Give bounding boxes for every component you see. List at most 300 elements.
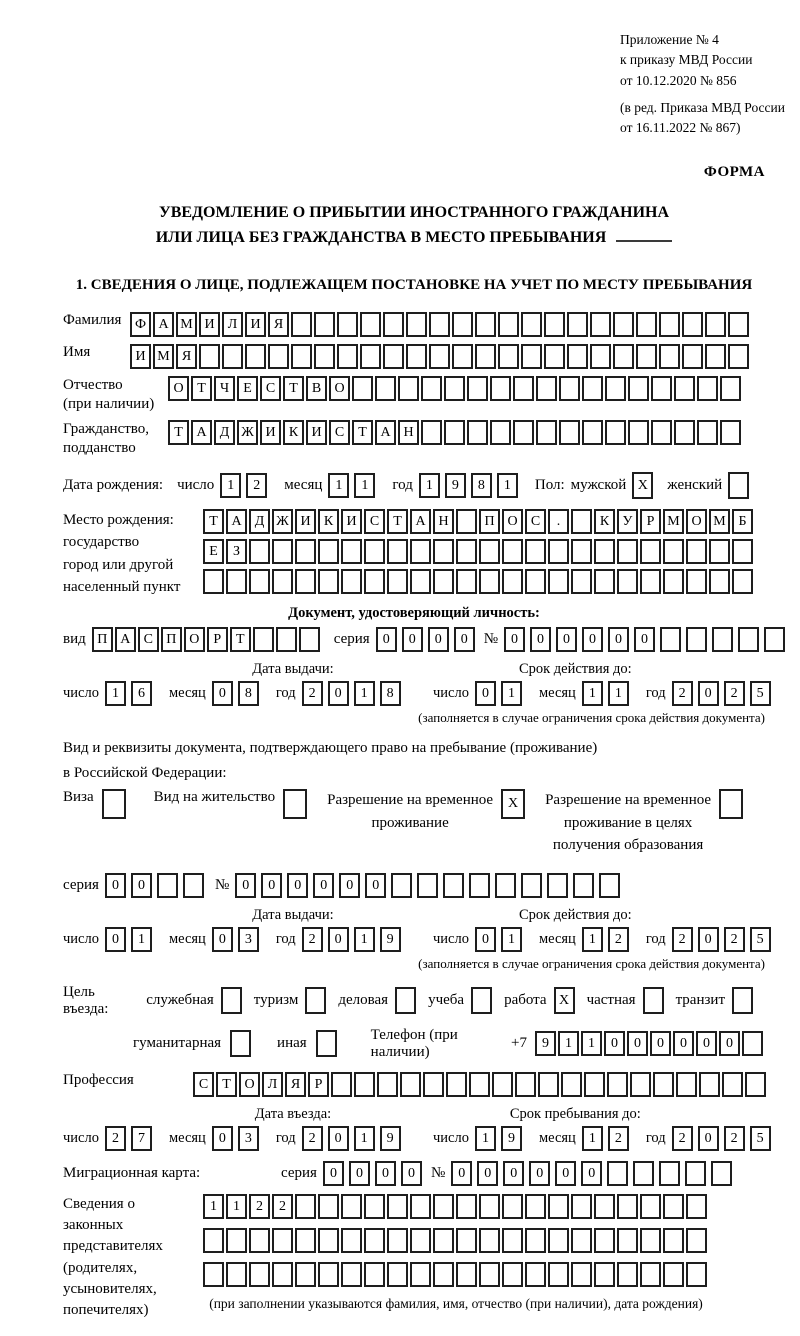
char-cell[interactable]	[663, 539, 684, 564]
char-cell[interactable]	[653, 1072, 674, 1097]
char-cell[interactable]	[651, 420, 672, 445]
char-cell[interactable]: 5	[750, 1126, 771, 1151]
char-cell[interactable]: 2	[246, 473, 267, 498]
char-cell[interactable]	[203, 1262, 224, 1287]
char-cell[interactable]	[738, 627, 759, 652]
char-cell[interactable]	[697, 376, 718, 401]
char-cell[interactable]: 2	[672, 681, 693, 706]
char-cell[interactable]: Д	[249, 509, 270, 534]
char-cell[interactable]: 0	[287, 873, 308, 898]
char-cell[interactable]: 2	[272, 1194, 293, 1219]
char-cell[interactable]	[548, 539, 569, 564]
char-cell[interactable]	[659, 344, 680, 369]
char-cell[interactable]	[525, 1228, 546, 1253]
char-cell[interactable]: Е	[203, 539, 224, 564]
char-cell[interactable]	[513, 376, 534, 401]
char-cell[interactable]	[475, 312, 496, 337]
char-cell[interactable]	[660, 627, 681, 652]
char-cell[interactable]	[479, 539, 500, 564]
char-cell[interactable]	[548, 1228, 569, 1253]
char-cell[interactable]: О	[168, 376, 189, 401]
char-cell[interactable]	[490, 420, 511, 445]
char-cell[interactable]: П	[92, 627, 113, 652]
char-cell[interactable]: О	[239, 1072, 260, 1097]
char-cell[interactable]	[536, 376, 557, 401]
char-cell[interactable]	[443, 873, 464, 898]
char-cell[interactable]: Д	[214, 420, 235, 445]
char-cell[interactable]: А	[153, 312, 174, 337]
char-cell[interactable]: 0	[475, 927, 496, 952]
char-cell[interactable]	[682, 312, 703, 337]
char-cell[interactable]: 1	[354, 1126, 375, 1151]
char-cell[interactable]	[636, 344, 657, 369]
char-cell[interactable]	[722, 1072, 743, 1097]
char-cell[interactable]: 2	[302, 927, 323, 952]
char-cell[interactable]	[699, 1072, 720, 1097]
char-cell[interactable]: Т	[203, 509, 224, 534]
char-cell[interactable]	[299, 627, 320, 652]
char-cell[interactable]	[421, 376, 442, 401]
char-cell[interactable]: 2	[724, 681, 745, 706]
char-cell[interactable]: 9	[501, 1126, 522, 1151]
char-cell[interactable]: 1	[501, 681, 522, 706]
char-cell[interactable]: 0	[401, 1161, 422, 1186]
char-cell[interactable]	[594, 1228, 615, 1253]
char-cell[interactable]: 5	[750, 927, 771, 952]
char-cell[interactable]	[594, 539, 615, 564]
char-cell[interactable]: Т	[191, 376, 212, 401]
char-cell[interactable]: 0	[604, 1031, 625, 1056]
char-cell[interactable]	[594, 1194, 615, 1219]
char-cell[interactable]: 2	[724, 927, 745, 952]
char-cell[interactable]	[502, 1262, 523, 1287]
char-cell[interactable]	[513, 420, 534, 445]
char-cell[interactable]	[276, 627, 297, 652]
char-cell[interactable]: 6	[131, 681, 152, 706]
char-cell[interactable]: 0	[627, 1031, 648, 1056]
char-cell[interactable]: 0	[556, 627, 577, 652]
char-cell[interactable]: М	[153, 344, 174, 369]
char-cell[interactable]: 8	[238, 681, 259, 706]
char-cell[interactable]	[341, 539, 362, 564]
char-cell[interactable]	[400, 1072, 421, 1097]
char-cell[interactable]	[571, 1228, 592, 1253]
char-cell[interactable]	[314, 344, 335, 369]
char-cell[interactable]	[456, 1262, 477, 1287]
char-cell[interactable]	[479, 569, 500, 594]
residence-permit-checkbox[interactable]	[283, 789, 307, 819]
char-cell[interactable]: 0	[328, 927, 349, 952]
char-cell[interactable]	[467, 376, 488, 401]
char-cell[interactable]	[685, 1161, 706, 1186]
char-cell[interactable]	[337, 344, 358, 369]
char-cell[interactable]: 0	[696, 1031, 717, 1056]
char-cell[interactable]: 0	[698, 1126, 719, 1151]
char-cell[interactable]: Н	[398, 420, 419, 445]
char-cell[interactable]	[249, 1228, 270, 1253]
char-cell[interactable]	[663, 1228, 684, 1253]
char-cell[interactable]	[613, 312, 634, 337]
char-cell[interactable]	[467, 420, 488, 445]
char-cell[interactable]: 3	[238, 1126, 259, 1151]
visa-checkbox[interactable]	[102, 789, 126, 819]
char-cell[interactable]	[291, 312, 312, 337]
char-cell[interactable]: 0	[365, 873, 386, 898]
char-cell[interactable]	[253, 627, 274, 652]
char-cell[interactable]	[337, 312, 358, 337]
char-cell[interactable]	[354, 1072, 375, 1097]
char-cell[interactable]	[582, 420, 603, 445]
char-cell[interactable]	[375, 376, 396, 401]
char-cell[interactable]	[456, 1228, 477, 1253]
char-cell[interactable]	[417, 873, 438, 898]
char-cell[interactable]	[525, 539, 546, 564]
char-cell[interactable]	[295, 1194, 316, 1219]
char-cell[interactable]	[686, 1262, 707, 1287]
char-cell[interactable]: 0	[428, 627, 449, 652]
char-cell[interactable]: П	[161, 627, 182, 652]
char-cell[interactable]: Р	[308, 1072, 329, 1097]
char-cell[interactable]: 1	[558, 1031, 579, 1056]
char-cell[interactable]: Я	[268, 312, 289, 337]
char-cell[interactable]: 0	[349, 1161, 370, 1186]
char-cell[interactable]	[226, 569, 247, 594]
char-cell[interactable]: 9	[445, 473, 466, 498]
char-cell[interactable]: 0	[235, 873, 256, 898]
char-cell[interactable]	[433, 1194, 454, 1219]
char-cell[interactable]: С	[525, 509, 546, 534]
char-cell[interactable]	[410, 569, 431, 594]
char-cell[interactable]	[617, 569, 638, 594]
char-cell[interactable]	[521, 312, 542, 337]
char-cell[interactable]	[272, 539, 293, 564]
char-cell[interactable]	[705, 312, 726, 337]
char-cell[interactable]: 5	[750, 681, 771, 706]
char-cell[interactable]	[525, 1262, 546, 1287]
char-cell[interactable]	[222, 344, 243, 369]
char-cell[interactable]	[318, 569, 339, 594]
char-cell[interactable]	[341, 1262, 362, 1287]
char-cell[interactable]	[607, 1072, 628, 1097]
char-cell[interactable]: И	[130, 344, 151, 369]
char-cell[interactable]: 0	[212, 681, 233, 706]
char-cell[interactable]	[272, 1262, 293, 1287]
char-cell[interactable]: 1	[497, 473, 518, 498]
char-cell[interactable]: 0	[451, 1161, 472, 1186]
char-cell[interactable]	[742, 1031, 763, 1056]
char-cell[interactable]	[686, 539, 707, 564]
char-cell[interactable]	[640, 539, 661, 564]
char-cell[interactable]	[456, 509, 477, 534]
char-cell[interactable]	[391, 873, 412, 898]
char-cell[interactable]	[406, 312, 427, 337]
char-cell[interactable]	[567, 344, 588, 369]
char-cell[interactable]	[387, 1262, 408, 1287]
char-cell[interactable]	[709, 539, 730, 564]
char-cell[interactable]	[745, 1072, 766, 1097]
char-cell[interactable]	[547, 873, 568, 898]
char-cell[interactable]: 2	[672, 1126, 693, 1151]
char-cell[interactable]: С	[138, 627, 159, 652]
char-cell[interactable]	[544, 344, 565, 369]
char-cell[interactable]	[502, 1194, 523, 1219]
char-cell[interactable]: 0	[634, 627, 655, 652]
char-cell[interactable]	[663, 1262, 684, 1287]
char-cell[interactable]	[433, 569, 454, 594]
char-cell[interactable]: 1	[608, 681, 629, 706]
char-cell[interactable]: Т	[230, 627, 251, 652]
char-cell[interactable]: Т	[387, 509, 408, 534]
char-cell[interactable]	[640, 1262, 661, 1287]
char-cell[interactable]: 0	[477, 1161, 498, 1186]
char-cell[interactable]: 3	[238, 927, 259, 952]
char-cell[interactable]	[559, 376, 580, 401]
char-cell[interactable]: Ч	[214, 376, 235, 401]
char-cell[interactable]: .	[548, 509, 569, 534]
char-cell[interactable]: 1	[105, 681, 126, 706]
char-cell[interactable]	[295, 1228, 316, 1253]
char-cell[interactable]: 0	[105, 927, 126, 952]
char-cell[interactable]: Р	[207, 627, 228, 652]
char-cell[interactable]	[433, 1228, 454, 1253]
char-cell[interactable]: 0	[698, 681, 719, 706]
char-cell[interactable]: 0	[503, 1161, 524, 1186]
char-cell[interactable]: 0	[212, 1126, 233, 1151]
char-cell[interactable]	[594, 1262, 615, 1287]
char-cell[interactable]	[697, 420, 718, 445]
char-cell[interactable]: И	[295, 509, 316, 534]
char-cell[interactable]	[663, 1194, 684, 1219]
char-cell[interactable]	[364, 1194, 385, 1219]
char-cell[interactable]	[617, 1194, 638, 1219]
char-cell[interactable]: К	[318, 509, 339, 534]
char-cell[interactable]: О	[502, 509, 523, 534]
char-cell[interactable]: Т	[216, 1072, 237, 1097]
char-cell[interactable]	[479, 1194, 500, 1219]
char-cell[interactable]	[410, 539, 431, 564]
char-cell[interactable]	[728, 312, 749, 337]
char-cell[interactable]	[429, 344, 450, 369]
char-cell[interactable]	[318, 1228, 339, 1253]
char-cell[interactable]	[674, 376, 695, 401]
char-cell[interactable]: 0	[323, 1161, 344, 1186]
char-cell[interactable]	[651, 376, 672, 401]
char-cell[interactable]	[732, 539, 753, 564]
char-cell[interactable]	[245, 344, 266, 369]
char-cell[interactable]: У	[617, 509, 638, 534]
purpose-private-checkbox[interactable]	[643, 987, 664, 1014]
char-cell[interactable]	[571, 509, 592, 534]
char-cell[interactable]	[636, 312, 657, 337]
char-cell[interactable]	[599, 873, 620, 898]
char-cell[interactable]	[492, 1072, 513, 1097]
char-cell[interactable]	[559, 420, 580, 445]
char-cell[interactable]	[686, 1194, 707, 1219]
char-cell[interactable]	[452, 312, 473, 337]
char-cell[interactable]: М	[709, 509, 730, 534]
char-cell[interactable]: 1	[354, 927, 375, 952]
char-cell[interactable]	[272, 569, 293, 594]
char-cell[interactable]	[502, 1228, 523, 1253]
char-cell[interactable]	[410, 1228, 431, 1253]
char-cell[interactable]	[633, 1161, 654, 1186]
char-cell[interactable]: 9	[535, 1031, 556, 1056]
char-cell[interactable]	[709, 569, 730, 594]
char-cell[interactable]: С	[364, 509, 385, 534]
char-cell[interactable]: 2	[249, 1194, 270, 1219]
char-cell[interactable]: М	[663, 509, 684, 534]
char-cell[interactable]	[728, 344, 749, 369]
char-cell[interactable]	[590, 344, 611, 369]
char-cell[interactable]	[705, 344, 726, 369]
char-cell[interactable]	[318, 1262, 339, 1287]
char-cell[interactable]	[582, 376, 603, 401]
char-cell[interactable]	[640, 1228, 661, 1253]
purpose-transit-checkbox[interactable]	[732, 987, 753, 1014]
char-cell[interactable]	[341, 1228, 362, 1253]
char-cell[interactable]: 0	[673, 1031, 694, 1056]
char-cell[interactable]	[594, 569, 615, 594]
char-cell[interactable]	[433, 1262, 454, 1287]
char-cell[interactable]	[423, 1072, 444, 1097]
char-cell[interactable]: 1	[581, 1031, 602, 1056]
char-cell[interactable]: 0	[475, 681, 496, 706]
char-cell[interactable]: 2	[672, 927, 693, 952]
char-cell[interactable]	[314, 312, 335, 337]
char-cell[interactable]	[571, 539, 592, 564]
char-cell[interactable]	[686, 569, 707, 594]
char-cell[interactable]	[444, 376, 465, 401]
char-cell[interactable]	[536, 420, 557, 445]
char-cell[interactable]: Е	[237, 376, 258, 401]
char-cell[interactable]	[456, 569, 477, 594]
char-cell[interactable]: К	[283, 420, 304, 445]
char-cell[interactable]: 1	[354, 681, 375, 706]
char-cell[interactable]: 1	[582, 927, 603, 952]
char-cell[interactable]: Р	[640, 509, 661, 534]
char-cell[interactable]	[387, 1228, 408, 1253]
char-cell[interactable]: 2	[105, 1126, 126, 1151]
char-cell[interactable]: 1	[203, 1194, 224, 1219]
char-cell[interactable]	[498, 344, 519, 369]
char-cell[interactable]	[383, 344, 404, 369]
char-cell[interactable]: 1	[131, 927, 152, 952]
char-cell[interactable]	[295, 539, 316, 564]
char-cell[interactable]	[686, 1228, 707, 1253]
temp-residence-permit-checkbox[interactable]: X	[501, 789, 525, 819]
char-cell[interactable]: 0	[698, 927, 719, 952]
char-cell[interactable]: 0	[650, 1031, 671, 1056]
char-cell[interactable]	[538, 1072, 559, 1097]
char-cell[interactable]	[686, 627, 707, 652]
char-cell[interactable]: 7	[131, 1126, 152, 1151]
char-cell[interactable]	[341, 569, 362, 594]
char-cell[interactable]	[352, 376, 373, 401]
char-cell[interactable]	[446, 1072, 467, 1097]
char-cell[interactable]	[607, 1161, 628, 1186]
char-cell[interactable]: С	[193, 1072, 214, 1097]
char-cell[interactable]: 0	[402, 627, 423, 652]
purpose-tourism-checkbox[interactable]	[305, 987, 326, 1014]
char-cell[interactable]	[674, 420, 695, 445]
char-cell[interactable]: 1	[582, 1126, 603, 1151]
char-cell[interactable]	[291, 344, 312, 369]
char-cell[interactable]: И	[306, 420, 327, 445]
char-cell[interactable]: 0	[454, 627, 475, 652]
char-cell[interactable]: Л	[222, 312, 243, 337]
gender-female-checkbox[interactable]	[728, 472, 749, 499]
char-cell[interactable]	[676, 1072, 697, 1097]
char-cell[interactable]: 8	[380, 681, 401, 706]
char-cell[interactable]	[268, 344, 289, 369]
char-cell[interactable]	[203, 1228, 224, 1253]
char-cell[interactable]: Ф	[130, 312, 151, 337]
char-cell[interactable]: 0	[581, 1161, 602, 1186]
char-cell[interactable]	[272, 1228, 293, 1253]
char-cell[interactable]: С	[329, 420, 350, 445]
char-cell[interactable]	[364, 569, 385, 594]
char-cell[interactable]	[720, 420, 741, 445]
char-cell[interactable]	[515, 1072, 536, 1097]
char-cell[interactable]	[571, 569, 592, 594]
char-cell[interactable]: И	[199, 312, 220, 337]
char-cell[interactable]: О	[686, 509, 707, 534]
char-cell[interactable]	[410, 1194, 431, 1219]
purpose-work-checkbox[interactable]: X	[554, 987, 575, 1014]
char-cell[interactable]	[410, 1262, 431, 1287]
char-cell[interactable]	[548, 1194, 569, 1219]
purpose-humanitarian-checkbox[interactable]	[230, 1030, 251, 1057]
char-cell[interactable]: И	[341, 509, 362, 534]
char-cell[interactable]: И	[245, 312, 266, 337]
char-cell[interactable]	[360, 312, 381, 337]
purpose-official-checkbox[interactable]	[221, 987, 242, 1014]
char-cell[interactable]	[387, 569, 408, 594]
char-cell[interactable]: 0	[608, 627, 629, 652]
char-cell[interactable]	[682, 344, 703, 369]
char-cell[interactable]	[732, 569, 753, 594]
char-cell[interactable]: Т	[283, 376, 304, 401]
char-cell[interactable]	[429, 312, 450, 337]
char-cell[interactable]	[331, 1072, 352, 1097]
char-cell[interactable]: З	[226, 539, 247, 564]
char-cell[interactable]: А	[410, 509, 431, 534]
char-cell[interactable]: К	[594, 509, 615, 534]
char-cell[interactable]	[628, 420, 649, 445]
char-cell[interactable]: 0	[105, 873, 126, 898]
char-cell[interactable]: 0	[328, 681, 349, 706]
char-cell[interactable]	[249, 569, 270, 594]
char-cell[interactable]	[663, 569, 684, 594]
char-cell[interactable]: Ж	[237, 420, 258, 445]
char-cell[interactable]: В	[306, 376, 327, 401]
char-cell[interactable]	[456, 539, 477, 564]
char-cell[interactable]	[226, 1262, 247, 1287]
char-cell[interactable]	[573, 873, 594, 898]
char-cell[interactable]	[364, 1228, 385, 1253]
char-cell[interactable]: А	[375, 420, 396, 445]
char-cell[interactable]	[548, 1262, 569, 1287]
char-cell[interactable]	[525, 569, 546, 594]
char-cell[interactable]: 1	[226, 1194, 247, 1219]
char-cell[interactable]: Т	[168, 420, 189, 445]
char-cell[interactable]	[341, 1194, 362, 1219]
char-cell[interactable]	[567, 312, 588, 337]
char-cell[interactable]	[249, 1262, 270, 1287]
char-cell[interactable]: 1	[220, 473, 241, 498]
char-cell[interactable]	[659, 312, 680, 337]
char-cell[interactable]: 0	[504, 627, 525, 652]
